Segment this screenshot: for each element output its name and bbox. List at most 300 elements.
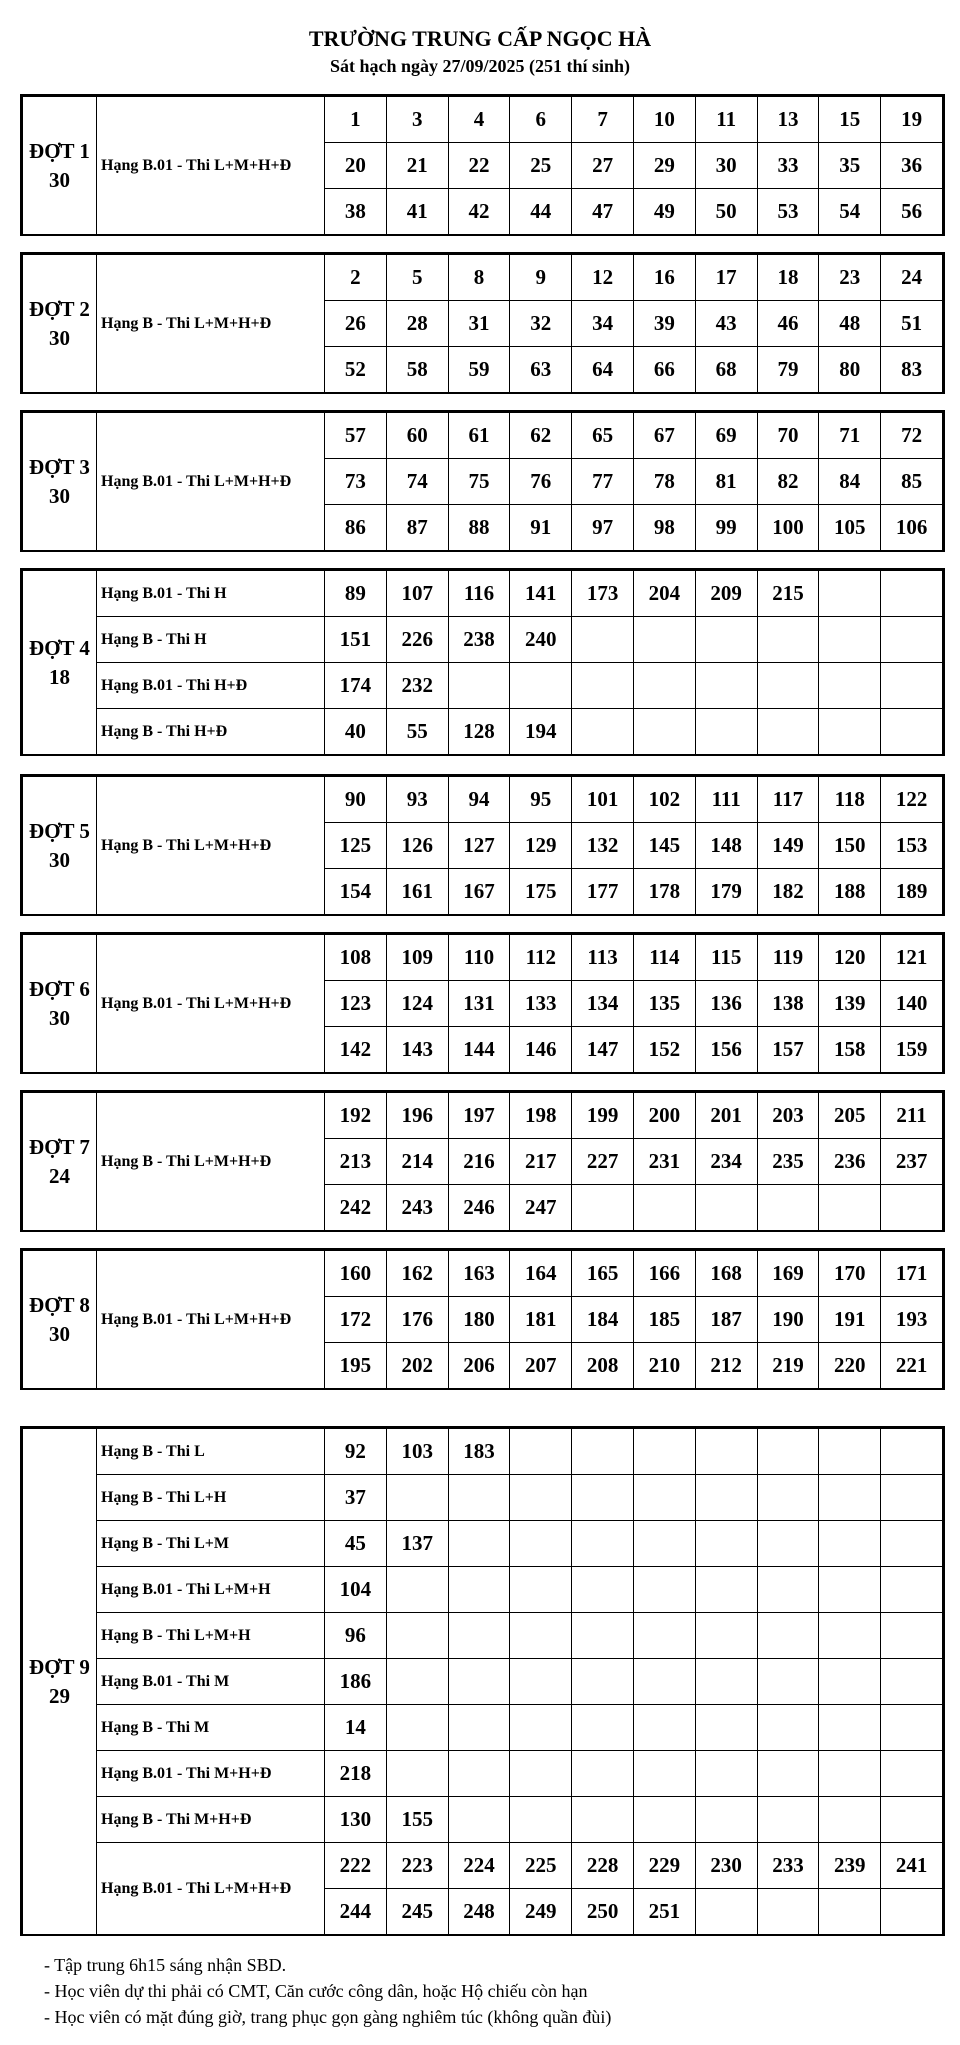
candidate-number bbox=[695, 1475, 757, 1521]
candidate-number: 72 bbox=[881, 413, 943, 459]
candidate-number bbox=[633, 617, 695, 663]
class-label: Hạng B.01 - Thi M+H+Đ bbox=[97, 1751, 325, 1797]
candidate-number: 117 bbox=[757, 777, 819, 823]
note-item: - Tập trung 6h15 sáng nhận SBD. bbox=[44, 1955, 287, 1975]
class-label: Hạng B - Thi L+M+H+Đ bbox=[97, 1093, 325, 1231]
candidate-number bbox=[695, 709, 757, 755]
candidate-number: 97 bbox=[572, 505, 634, 551]
candidate-number: 127 bbox=[448, 823, 510, 869]
class-label: Hạng B - Thi M+H+Đ bbox=[97, 1797, 325, 1843]
candidate-number: 9 bbox=[510, 255, 572, 301]
candidate-number bbox=[757, 1797, 819, 1843]
candidate-number bbox=[757, 1429, 819, 1475]
candidate-number: 29 bbox=[633, 143, 695, 189]
candidate-number: 91 bbox=[510, 505, 572, 551]
candidate-number bbox=[881, 1889, 943, 1935]
candidate-number: 40 bbox=[325, 709, 387, 755]
candidate-number: 20 bbox=[325, 143, 387, 189]
candidate-number: 144 bbox=[448, 1027, 510, 1073]
candidate-number bbox=[510, 1751, 572, 1797]
candidate-number bbox=[695, 663, 757, 709]
candidate-number: 183 bbox=[448, 1429, 510, 1475]
candidate-number bbox=[633, 1429, 695, 1475]
table-row bbox=[23, 1751, 943, 1797]
candidate-number: 158 bbox=[819, 1027, 881, 1073]
candidate-number bbox=[757, 1185, 819, 1231]
class-label: Hạng B - Thi L+M bbox=[97, 1521, 325, 1567]
candidate-number bbox=[881, 1613, 943, 1659]
session-cell bbox=[23, 1429, 97, 1935]
candidate-number: 108 bbox=[325, 935, 387, 981]
candidate-number: 248 bbox=[448, 1889, 510, 1935]
candidate-number: 126 bbox=[386, 823, 448, 869]
candidate-number: 59 bbox=[448, 347, 510, 393]
candidate-number: 48 bbox=[819, 301, 881, 347]
candidate-number: 249 bbox=[510, 1889, 572, 1935]
candidate-number bbox=[448, 1567, 510, 1613]
candidate-number: 200 bbox=[633, 1093, 695, 1139]
candidate-number: 83 bbox=[881, 347, 943, 393]
candidate-number: 152 bbox=[633, 1027, 695, 1073]
candidate-number: 150 bbox=[819, 823, 881, 869]
candidate-number: 154 bbox=[325, 869, 387, 915]
candidate-number: 142 bbox=[325, 1027, 387, 1073]
candidate-number: 87 bbox=[386, 505, 448, 551]
candidate-number: 225 bbox=[510, 1843, 572, 1889]
candidate-number: 93 bbox=[386, 777, 448, 823]
schedule-table bbox=[22, 570, 943, 755]
candidate-number: 64 bbox=[572, 347, 634, 393]
candidate-number bbox=[510, 663, 572, 709]
candidate-number: 34 bbox=[572, 301, 634, 347]
candidate-number: 165 bbox=[572, 1251, 634, 1297]
candidate-number: 57 bbox=[325, 413, 387, 459]
candidate-number: 133 bbox=[510, 981, 572, 1027]
candidate-number bbox=[881, 709, 943, 755]
candidate-number bbox=[819, 1429, 881, 1475]
candidate-number bbox=[881, 663, 943, 709]
candidate-number bbox=[881, 1185, 943, 1231]
candidate-number: 231 bbox=[633, 1139, 695, 1185]
candidate-number: 187 bbox=[695, 1297, 757, 1343]
candidate-number bbox=[572, 1751, 634, 1797]
table-row bbox=[23, 1429, 943, 1475]
candidate-number: 51 bbox=[881, 301, 943, 347]
candidate-number: 37 bbox=[325, 1475, 387, 1521]
candidate-number: 137 bbox=[386, 1521, 448, 1567]
session-cell bbox=[23, 97, 97, 235]
candidate-number: 131 bbox=[448, 981, 510, 1027]
candidate-number: 222 bbox=[325, 1843, 387, 1889]
schedule-block bbox=[20, 94, 945, 236]
candidate-number: 241 bbox=[881, 1843, 943, 1889]
session-count: 24 bbox=[49, 1163, 70, 1188]
candidate-number: 184 bbox=[572, 1297, 634, 1343]
candidate-number: 236 bbox=[819, 1139, 881, 1185]
candidate-number bbox=[572, 1567, 634, 1613]
table-row bbox=[23, 1475, 943, 1521]
candidate-number bbox=[881, 571, 943, 617]
candidate-number: 191 bbox=[819, 1297, 881, 1343]
candidate-number: 23 bbox=[819, 255, 881, 301]
candidate-number: 172 bbox=[325, 1297, 387, 1343]
schedule-block bbox=[20, 1248, 945, 1390]
candidate-number: 141 bbox=[510, 571, 572, 617]
candidate-number: 45 bbox=[325, 1521, 387, 1567]
candidate-number: 33 bbox=[757, 143, 819, 189]
candidate-number: 21 bbox=[386, 143, 448, 189]
candidate-number: 149 bbox=[757, 823, 819, 869]
candidate-number bbox=[757, 1705, 819, 1751]
schedule-block bbox=[20, 568, 945, 756]
candidate-number: 116 bbox=[448, 571, 510, 617]
candidate-number bbox=[448, 663, 510, 709]
schedule-table bbox=[22, 1092, 943, 1231]
candidate-number: 4 bbox=[448, 97, 510, 143]
session-cell bbox=[23, 255, 97, 393]
candidate-number bbox=[633, 1705, 695, 1751]
class-label: Hạng B.01 - Thi L+M+H+Đ bbox=[97, 413, 325, 551]
candidate-number bbox=[386, 1567, 448, 1613]
candidate-number bbox=[757, 663, 819, 709]
candidate-number bbox=[757, 1567, 819, 1613]
candidate-number: 242 bbox=[325, 1185, 387, 1231]
table-row bbox=[23, 1613, 943, 1659]
candidate-number: 186 bbox=[325, 1659, 387, 1705]
candidate-number: 155 bbox=[386, 1797, 448, 1843]
candidate-number: 164 bbox=[510, 1251, 572, 1297]
candidate-number: 103 bbox=[386, 1429, 448, 1475]
candidate-number: 102 bbox=[633, 777, 695, 823]
candidate-number bbox=[572, 1659, 634, 1705]
candidate-number: 232 bbox=[386, 663, 448, 709]
candidate-number: 129 bbox=[510, 823, 572, 869]
candidate-number: 229 bbox=[633, 1843, 695, 1889]
candidate-number bbox=[695, 1889, 757, 1935]
candidate-number: 46 bbox=[757, 301, 819, 347]
candidate-number bbox=[448, 1613, 510, 1659]
class-label: Hạng B.01 - Thi L+M+H+Đ bbox=[97, 1843, 325, 1935]
session-label: ĐỢT 6 bbox=[29, 976, 90, 1001]
candidate-number: 112 bbox=[510, 935, 572, 981]
candidate-number: 208 bbox=[572, 1343, 634, 1389]
schedule-block bbox=[20, 932, 945, 1074]
candidate-number: 70 bbox=[757, 413, 819, 459]
candidate-number: 188 bbox=[819, 869, 881, 915]
candidate-number: 82 bbox=[757, 459, 819, 505]
candidate-number bbox=[695, 1429, 757, 1475]
candidate-number: 58 bbox=[386, 347, 448, 393]
candidate-number: 196 bbox=[386, 1093, 448, 1139]
candidate-number: 230 bbox=[695, 1843, 757, 1889]
candidate-number: 101 bbox=[572, 777, 634, 823]
candidate-number bbox=[819, 1659, 881, 1705]
candidate-number: 100 bbox=[757, 505, 819, 551]
candidate-number: 71 bbox=[819, 413, 881, 459]
candidate-number bbox=[695, 1751, 757, 1797]
candidate-number bbox=[819, 571, 881, 617]
candidate-number: 180 bbox=[448, 1297, 510, 1343]
candidate-number bbox=[881, 1567, 943, 1613]
candidate-number bbox=[572, 1797, 634, 1843]
candidate-number bbox=[881, 1751, 943, 1797]
candidate-number: 113 bbox=[572, 935, 634, 981]
candidate-number: 156 bbox=[695, 1027, 757, 1073]
schedule-block bbox=[20, 774, 945, 916]
session-count: 30 bbox=[49, 847, 70, 872]
candidate-number: 42 bbox=[448, 189, 510, 235]
candidate-number bbox=[819, 1797, 881, 1843]
candidate-number: 177 bbox=[572, 869, 634, 915]
schedule-table bbox=[22, 412, 943, 551]
candidate-number: 190 bbox=[757, 1297, 819, 1343]
candidate-number: 206 bbox=[448, 1343, 510, 1389]
class-label: Hạng B - Thi H bbox=[97, 617, 325, 663]
candidate-number bbox=[819, 1475, 881, 1521]
candidate-number: 19 bbox=[881, 97, 943, 143]
candidate-number: 76 bbox=[510, 459, 572, 505]
candidate-number: 24 bbox=[881, 255, 943, 301]
candidate-number: 233 bbox=[757, 1843, 819, 1889]
notes bbox=[44, 1952, 944, 2030]
candidate-number bbox=[881, 1521, 943, 1567]
candidate-number: 63 bbox=[510, 347, 572, 393]
candidate-number: 246 bbox=[448, 1185, 510, 1231]
candidate-number: 243 bbox=[386, 1185, 448, 1231]
candidate-number: 114 bbox=[633, 935, 695, 981]
candidate-number: 120 bbox=[819, 935, 881, 981]
table-row bbox=[23, 1521, 943, 1567]
candidate-number bbox=[572, 663, 634, 709]
candidate-number: 25 bbox=[510, 143, 572, 189]
candidate-number: 80 bbox=[819, 347, 881, 393]
candidate-number bbox=[386, 1659, 448, 1705]
table-row bbox=[23, 97, 943, 143]
candidate-number: 139 bbox=[819, 981, 881, 1027]
candidate-number: 74 bbox=[386, 459, 448, 505]
candidate-number: 86 bbox=[325, 505, 387, 551]
candidate-number: 211 bbox=[881, 1093, 943, 1139]
page-subtitle: Sát hạch ngày 27/09/2025 (251 thí sinh) bbox=[329, 56, 631, 76]
candidate-number bbox=[633, 1567, 695, 1613]
candidate-number: 237 bbox=[881, 1139, 943, 1185]
candidate-number: 204 bbox=[633, 571, 695, 617]
candidate-number: 2 bbox=[325, 255, 387, 301]
candidate-number: 138 bbox=[757, 981, 819, 1027]
session-count: 30 bbox=[49, 167, 70, 192]
candidate-number: 151 bbox=[325, 617, 387, 663]
candidate-number: 148 bbox=[695, 823, 757, 869]
candidate-number: 77 bbox=[572, 459, 634, 505]
session-count: 30 bbox=[49, 325, 70, 350]
candidate-number: 27 bbox=[572, 143, 634, 189]
candidate-number: 104 bbox=[325, 1567, 387, 1613]
candidate-number: 153 bbox=[881, 823, 943, 869]
candidate-number: 16 bbox=[633, 255, 695, 301]
candidate-number: 55 bbox=[386, 709, 448, 755]
candidate-number: 239 bbox=[819, 1843, 881, 1889]
candidate-number: 195 bbox=[325, 1343, 387, 1389]
session-label: ĐỢT 4 bbox=[29, 635, 90, 660]
candidate-number: 194 bbox=[510, 709, 572, 755]
candidate-number: 219 bbox=[757, 1343, 819, 1389]
candidate-number: 15 bbox=[819, 97, 881, 143]
candidate-number: 123 bbox=[325, 981, 387, 1027]
candidate-number: 201 bbox=[695, 1093, 757, 1139]
candidate-number: 65 bbox=[572, 413, 634, 459]
candidate-number bbox=[448, 1659, 510, 1705]
candidate-number: 11 bbox=[695, 97, 757, 143]
candidate-number: 96 bbox=[325, 1613, 387, 1659]
candidate-number: 168 bbox=[695, 1251, 757, 1297]
schedule-table bbox=[22, 96, 943, 235]
session-label: ĐỢT 2 bbox=[29, 296, 90, 321]
session-label: ĐỢT 1 bbox=[29, 138, 90, 163]
candidate-number: 140 bbox=[881, 981, 943, 1027]
table-row bbox=[23, 1093, 943, 1139]
table-row bbox=[23, 777, 943, 823]
candidate-number: 250 bbox=[572, 1889, 634, 1935]
candidate-number: 221 bbox=[881, 1343, 943, 1389]
candidate-number bbox=[819, 709, 881, 755]
session-label: ĐỢT 3 bbox=[29, 454, 90, 479]
candidate-number bbox=[695, 1567, 757, 1613]
candidate-number: 94 bbox=[448, 777, 510, 823]
candidate-number: 17 bbox=[695, 255, 757, 301]
candidate-number: 52 bbox=[325, 347, 387, 393]
candidate-number bbox=[510, 1705, 572, 1751]
candidate-number: 210 bbox=[633, 1343, 695, 1389]
candidate-number bbox=[510, 1613, 572, 1659]
candidate-number: 118 bbox=[819, 777, 881, 823]
class-label: Hạng B.01 - Thi L+M+H+Đ bbox=[97, 97, 325, 235]
candidate-number: 170 bbox=[819, 1251, 881, 1297]
candidate-number: 81 bbox=[695, 459, 757, 505]
candidate-number: 220 bbox=[819, 1343, 881, 1389]
table-row bbox=[23, 1567, 943, 1613]
candidate-number: 18 bbox=[757, 255, 819, 301]
candidate-number: 5 bbox=[386, 255, 448, 301]
session-cell bbox=[23, 571, 97, 755]
class-label: Hạng B.01 - Thi L+M+H+Đ bbox=[97, 935, 325, 1073]
candidate-number bbox=[757, 1613, 819, 1659]
candidate-number: 192 bbox=[325, 1093, 387, 1139]
candidate-number: 159 bbox=[881, 1027, 943, 1073]
candidate-number bbox=[633, 1185, 695, 1231]
candidate-number bbox=[819, 1889, 881, 1935]
candidate-number: 111 bbox=[695, 777, 757, 823]
table-row bbox=[23, 935, 943, 981]
candidate-number bbox=[819, 663, 881, 709]
candidate-number bbox=[572, 1185, 634, 1231]
schedule-block bbox=[20, 410, 945, 552]
candidate-number: 224 bbox=[448, 1843, 510, 1889]
candidate-number bbox=[695, 1521, 757, 1567]
schedule-table bbox=[22, 934, 943, 1073]
candidate-number: 132 bbox=[572, 823, 634, 869]
class-label: Hạng B.01 - Thi L+M+H bbox=[97, 1567, 325, 1613]
table-row bbox=[23, 1659, 943, 1705]
schedule-block bbox=[20, 1090, 945, 1232]
candidate-number: 207 bbox=[510, 1343, 572, 1389]
candidate-number bbox=[819, 1185, 881, 1231]
session-cell bbox=[23, 1251, 97, 1389]
page-title: TRƯỜNG TRUNG CẤP NGỌC HÀ bbox=[308, 26, 652, 51]
candidate-number bbox=[572, 709, 634, 755]
candidate-number: 14 bbox=[325, 1705, 387, 1751]
candidate-number: 227 bbox=[572, 1139, 634, 1185]
candidate-number: 226 bbox=[386, 617, 448, 663]
candidate-number: 89 bbox=[325, 571, 387, 617]
candidate-number: 13 bbox=[757, 97, 819, 143]
candidate-number: 251 bbox=[633, 1889, 695, 1935]
candidate-number bbox=[633, 1521, 695, 1567]
candidate-number bbox=[757, 1475, 819, 1521]
candidate-number bbox=[633, 663, 695, 709]
candidate-number bbox=[881, 1475, 943, 1521]
candidate-number: 109 bbox=[386, 935, 448, 981]
candidate-number: 199 bbox=[572, 1093, 634, 1139]
candidate-number bbox=[819, 1751, 881, 1797]
candidate-number bbox=[881, 1659, 943, 1705]
candidate-number bbox=[695, 1659, 757, 1705]
candidate-number bbox=[572, 1613, 634, 1659]
candidate-number bbox=[633, 1475, 695, 1521]
session-count: 30 bbox=[49, 483, 70, 508]
candidate-number bbox=[448, 1521, 510, 1567]
candidate-number bbox=[386, 1705, 448, 1751]
candidate-number: 75 bbox=[448, 459, 510, 505]
candidate-number: 145 bbox=[633, 823, 695, 869]
candidate-number: 217 bbox=[510, 1139, 572, 1185]
candidate-number: 245 bbox=[386, 1889, 448, 1935]
candidate-number: 185 bbox=[633, 1297, 695, 1343]
table-row bbox=[23, 571, 943, 617]
candidate-number: 7 bbox=[572, 97, 634, 143]
candidate-number bbox=[386, 1613, 448, 1659]
candidate-number: 193 bbox=[881, 1297, 943, 1343]
candidate-number: 228 bbox=[572, 1843, 634, 1889]
schedule-block bbox=[20, 252, 945, 394]
table-row bbox=[23, 1705, 943, 1751]
candidate-number: 35 bbox=[819, 143, 881, 189]
table-row bbox=[23, 1251, 943, 1297]
table-row bbox=[23, 413, 943, 459]
candidate-number bbox=[572, 1705, 634, 1751]
candidate-number: 69 bbox=[695, 413, 757, 459]
candidate-number bbox=[510, 1475, 572, 1521]
candidate-number: 44 bbox=[510, 189, 572, 235]
candidate-number bbox=[633, 1797, 695, 1843]
candidate-number bbox=[881, 1705, 943, 1751]
table-row bbox=[23, 617, 943, 663]
candidate-number bbox=[448, 1751, 510, 1797]
candidate-number: 10 bbox=[633, 97, 695, 143]
schedule-table bbox=[22, 1428, 943, 1935]
candidate-number: 234 bbox=[695, 1139, 757, 1185]
candidate-number: 176 bbox=[386, 1297, 448, 1343]
candidate-number: 121 bbox=[881, 935, 943, 981]
session-count: 30 bbox=[49, 1321, 70, 1346]
class-label: Hạng B - Thi L+M+H+Đ bbox=[97, 777, 325, 915]
table-row bbox=[23, 1797, 943, 1843]
candidate-number: 125 bbox=[325, 823, 387, 869]
class-label: Hạng B - Thi L+M+H bbox=[97, 1613, 325, 1659]
class-label: Hạng B - Thi L bbox=[97, 1429, 325, 1475]
session-count: 30 bbox=[49, 1005, 70, 1030]
session-label: ĐỢT 8 bbox=[29, 1292, 90, 1317]
candidate-number: 68 bbox=[695, 347, 757, 393]
